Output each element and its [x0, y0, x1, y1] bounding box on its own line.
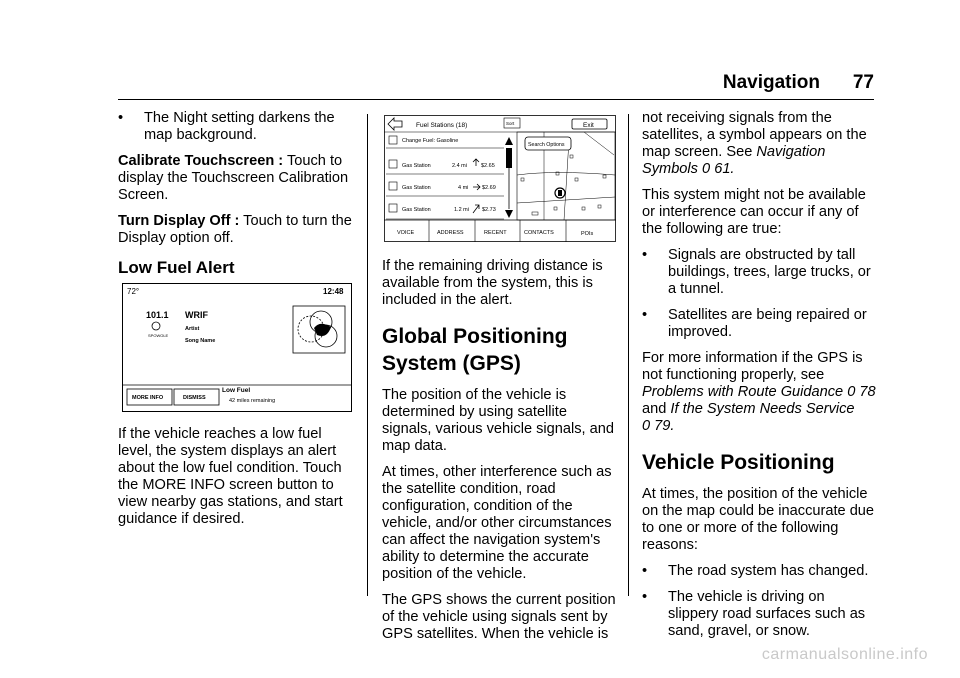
- not-receiving-text: not receiving signals from the satellites, a symbol appears on the map screen. See: [642, 110, 867, 160]
- watermark: carmanualsonline.info: [761, 646, 928, 663]
- column-1-bottom: [118, 426, 356, 537]
- more-info-label: MORE INFO: [132, 395, 164, 401]
- calibrate-text: Touch to display the Touchscreen Calibration Screen.: [118, 153, 349, 203]
- interference-paragraph: At times, other interference such as the satellite condition, road configuration, condition of the vehicle, and/or other circumstances can affect the navigation system's ability to determine the accurate position of the vehicle.: [382, 464, 612, 582]
- low-fuel-paragraph: If the vehicle reaches a low fuel level, the system displays an alert about the low fuel condition. Touch the MORE INFO screen button to view nearby gas stations, and start guidance if desired.: [118, 426, 343, 527]
- header-rule: [118, 99, 874, 100]
- column-divider-1: [367, 114, 368, 596]
- artist-label: Artist: [185, 326, 200, 332]
- station-2-price: $2.69: [482, 185, 496, 191]
- bullet-item: [642, 247, 878, 298]
- page-number: 77: [852, 72, 874, 93]
- bullet-item: [642, 563, 878, 580]
- low-fuel-screen-figure: [122, 283, 352, 412]
- calibrate-lead: Calibrate Touchscreen :: [118, 153, 284, 169]
- album-art-icon: [298, 311, 337, 347]
- station-1-name: Gas Station: [402, 163, 431, 169]
- position-paragraph: The position of the vehicle is determined by using satellite signals, various vehicle signals, and map data.: [382, 387, 615, 454]
- station-3-name: Gas Station: [402, 207, 431, 213]
- bullet-text: The vehicle is driving on slippery road surfaces such as sand, gravel, or snow.: [668, 589, 866, 639]
- distance-paragraph: If the remaining driving distance is available from the system, this is included in the alert.: [382, 258, 603, 308]
- navigation-symbols-ref[interactable]: 0 61.: [702, 161, 735, 177]
- station-3-price: $2.73: [482, 207, 496, 213]
- display-off-paragraph: [118, 213, 356, 247]
- more-info-text: For more information if the GPS is not functioning properly, see: [642, 350, 863, 383]
- page-section-title: Navigation: [722, 72, 820, 93]
- station-3-dist: 1.2 mi: [454, 207, 469, 213]
- system-service-link[interactable]: If the System Needs Service: [670, 401, 855, 417]
- station-2-arrow-icon: [473, 184, 480, 190]
- fuel-stations-figure: [384, 115, 616, 242]
- time-readout: 12:48: [323, 287, 344, 296]
- alert-title: Low Fuel: [222, 387, 251, 394]
- bullet-text: The Night setting darkens the map background.: [144, 110, 335, 143]
- station-1-dist: 2.4 mi: [452, 163, 467, 169]
- bullet-glyph: •: [642, 563, 648, 579]
- bullet-item: [642, 589, 878, 640]
- bullet-text: Signals are obstructed by tall buildings, trees, large trucks, or a tunnel.: [668, 247, 871, 297]
- scroll-up-icon: [505, 137, 513, 145]
- column-3: [642, 110, 878, 649]
- not-receiving-paragraph: [642, 110, 878, 178]
- change-fuel-label: Change Fuel: Gasoline: [402, 138, 459, 144]
- tab-recent: RECENT: [484, 230, 507, 236]
- bullet-glyph: •: [642, 247, 648, 263]
- station-1-price: $2.65: [481, 163, 495, 169]
- bullet-text: The road system has changed.: [668, 563, 869, 579]
- calibrate-paragraph: [118, 153, 356, 204]
- station-3-arrow-icon: [473, 205, 479, 213]
- bullet-text: Satellites are being repaired or improved.: [668, 307, 867, 340]
- not-available-paragraph: This system might not be available or interference can occur if any of the following are true:: [642, 187, 866, 237]
- station-1-arrow-icon: [473, 159, 479, 166]
- bullet-glyph: •: [118, 110, 124, 126]
- scroll-down-icon: [505, 210, 513, 218]
- column-2: [382, 258, 620, 652]
- route-guidance-link[interactable]: Problems with Route Guidance: [642, 384, 844, 400]
- seek-icon: [152, 322, 160, 330]
- column-divider-2: [628, 114, 629, 596]
- gps-heading: Global Positioning System (GPS): [382, 325, 568, 375]
- scroll-thumb: [506, 148, 512, 168]
- navigation-symbols-link[interactable]: Navigation Symbols: [642, 144, 826, 177]
- display-off-lead: Turn Display Off :: [118, 213, 240, 229]
- station-name: WRIF: [185, 310, 208, 320]
- bullet-item: [118, 110, 356, 144]
- seek-label: SPOWOLE: [148, 333, 169, 338]
- bullet-glyph: •: [642, 307, 648, 323]
- alert-subtitle: 42 miles remaining: [229, 398, 276, 404]
- list-title: Fuel Stations (18): [416, 122, 468, 129]
- gps-paragraph: The GPS shows the current position of the vehicle using signals sent by GPS satellites. When the vehicle is: [382, 592, 616, 642]
- display-off-text: Touch to turn the Display option off.: [118, 213, 352, 246]
- radio-frequency: 101.1: [146, 310, 169, 320]
- dismiss-label: DISMISS: [183, 395, 206, 401]
- system-service-ref[interactable]: 0 79.: [642, 418, 675, 434]
- vehicle-positioning-paragraph: At times, the position of the vehicle on the map could be inaccurate due to one or more of the following reasons:: [642, 486, 875, 553]
- temp-readout: 72°: [127, 287, 140, 296]
- route-guidance-ref[interactable]: 0 78: [847, 384, 876, 400]
- search-options-label: Search Options: [528, 142, 565, 148]
- and-text: and: [642, 401, 667, 417]
- song-label: Song Name: [185, 338, 216, 344]
- vehicle-positioning-heading: Vehicle Positioning: [642, 451, 835, 474]
- bullet-glyph: •: [642, 589, 648, 605]
- tab-address: ADDRESS: [437, 230, 464, 236]
- exit-label: Exit: [583, 122, 594, 129]
- back-arrow-icon: [388, 118, 402, 130]
- station-2-name: Gas Station: [402, 185, 431, 191]
- bullet-item: [642, 307, 878, 341]
- tab-pois: POIs: [581, 231, 594, 237]
- poi-markers: [521, 155, 606, 215]
- tab-voice: VOICE: [397, 230, 415, 236]
- station-2-dist: 4 mi: [458, 185, 469, 191]
- more-info-paragraph: [642, 350, 878, 435]
- tab-contacts: CONTACTS: [524, 230, 554, 236]
- low-fuel-heading: Low Fuel Alert: [118, 258, 235, 277]
- column-1: [118, 110, 356, 286]
- sort-label: Sort: [506, 121, 515, 126]
